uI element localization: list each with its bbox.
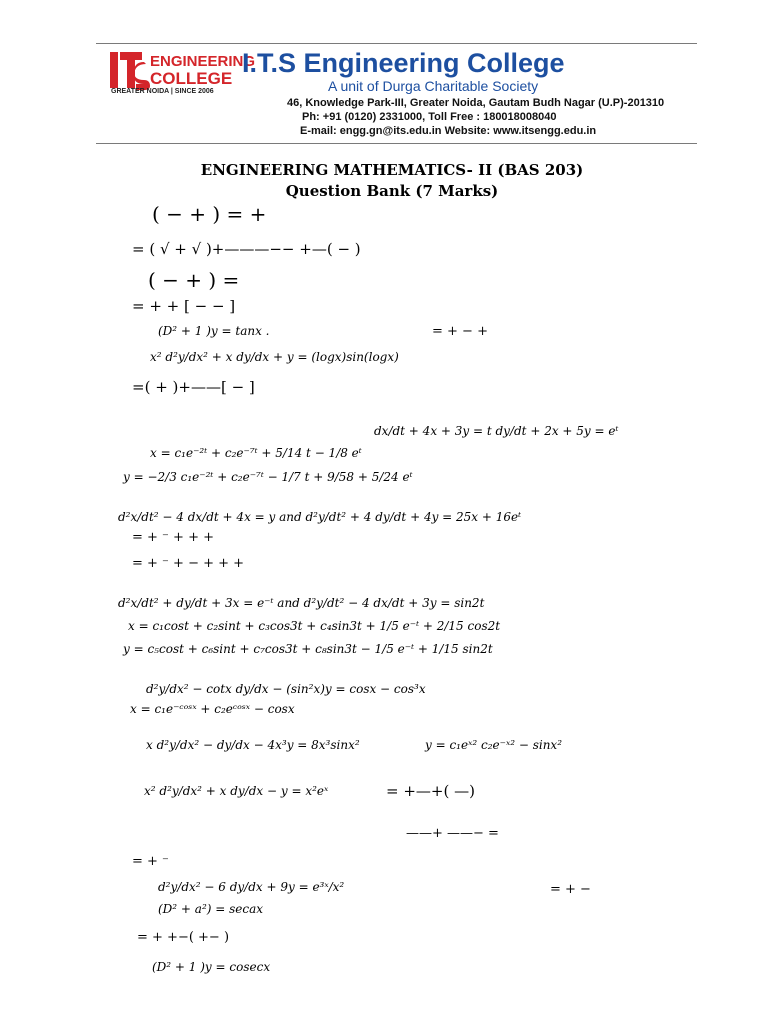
question-3: dx/dt + 4x + 3y = t dy/dt + 2x + 5y = eᵗ [374, 424, 619, 438]
math-fragment: = + ⁻ + + + [132, 530, 214, 545]
college-phone: Ph: +91 (0120) 2331000, Toll Free : 180018008040 [302, 111, 557, 123]
college-name: I.T.S Engineering College [242, 48, 565, 78]
math-fragment: = + + [ − − ] [132, 297, 236, 315]
answer-3-y: y = −2/3 c₁e⁻²ᵗ + c₂e⁻⁷ᵗ − 1/7 t + 9/58 + 5/24 eᵗ [123, 470, 413, 484]
math-fragment: = + +−( +− ) [137, 930, 230, 945]
logo-word-engineering: ENGINEERING [150, 53, 256, 70]
page-title: ENGINEERING MATHEMATICS- II (BAS 203) [200, 161, 584, 179]
math-fragment: ( − + ) = [148, 268, 240, 292]
question-8: x² d²y/dx² + x dy/dx − y = x²eˣ [144, 784, 329, 798]
math-fragment: = +—+( —) [386, 782, 475, 800]
answer-5-y: y = c₅cost + c₆sint + c₇cos3t + c₈sin3t − 1/5 e⁻ᵗ + 1/15 sin2t [123, 642, 493, 656]
math-fragment: = + ⁻ + − + + + [132, 556, 245, 571]
math-fragment: = + − [550, 882, 591, 897]
answer-6: x = c₁e⁻ᶜᵒˢˣ + c₂eᶜᵒˢˣ − cosx [130, 702, 295, 716]
math-fragment: = + ⁻ [132, 854, 169, 869]
college-email: E-mail: engg.gn@its.edu.in Website: www.itsengg.edu.in [300, 125, 597, 137]
logo-subtitle: GREATER NOIDA | SINCE 2006 [111, 88, 214, 95]
answer-3-x: x = c₁e⁻²ᵗ + c₂e⁻⁷ᵗ + 5/14 t − 1/8 eᵗ [150, 446, 362, 460]
math-fragment: = ( √ + √ )+———−− +—( − ) [132, 240, 361, 258]
question-11: (D² + 1 )y = cosecx [152, 960, 271, 974]
logo-word-college: COLLEGE [150, 69, 233, 88]
question-1: (D² + 1 )y = tanx . [158, 324, 270, 338]
question-7: x d²y/dx² − dy/dx − 4x³y = 8x³sinx² [146, 738, 360, 752]
college-address: 46, Knowledge Park-III, Greater Noida, Gautam Budh Nagar (U.P)-201310 [287, 97, 665, 109]
college-tagline: A unit of Durga Charitable Society [328, 78, 539, 94]
question-4: d²x/dt² − 4 dx/dt + 4x = y and d²y/dt² + 4 dy/dt + 4y = 25x + 16eᵗ [118, 510, 522, 524]
page-subtitle: Question Bank (7 Marks) [285, 182, 499, 200]
question-2: x² d²y/dx² + x dy/dx + y = (logx)sin(logx) [150, 350, 399, 364]
math-fragment: =( + )+——[ − ] [132, 378, 255, 396]
question-9: d²y/dx² − 6 dy/dx + 9y = e³ˣ/x² [158, 880, 345, 894]
question-6: d²y/dx² − cotx dy/dx − (sin²x)y = cosx − cos³x [146, 682, 426, 696]
math-fragment: = + − + [432, 324, 488, 339]
question-5: d²x/dt² + dy/dt + 3x = e⁻ᵗ and d²y/dt² − 4 dx/dt + 3y = sin2t [118, 596, 485, 610]
math-fragment: ——+ ——− = [406, 826, 499, 841]
answer-5-x: x = c₁cost + c₂sint + c₃cos3t + c₄sin3t + 1/5 e⁻ᵗ + 2/15 cos2t [128, 619, 501, 633]
answer-7: y = c₁eˣ² c₂e⁻ˣ² − sinx² [425, 738, 563, 752]
math-fragment: ( − + ) = + [152, 202, 267, 226]
question-10: (D² + a²) = secax [158, 902, 264, 916]
